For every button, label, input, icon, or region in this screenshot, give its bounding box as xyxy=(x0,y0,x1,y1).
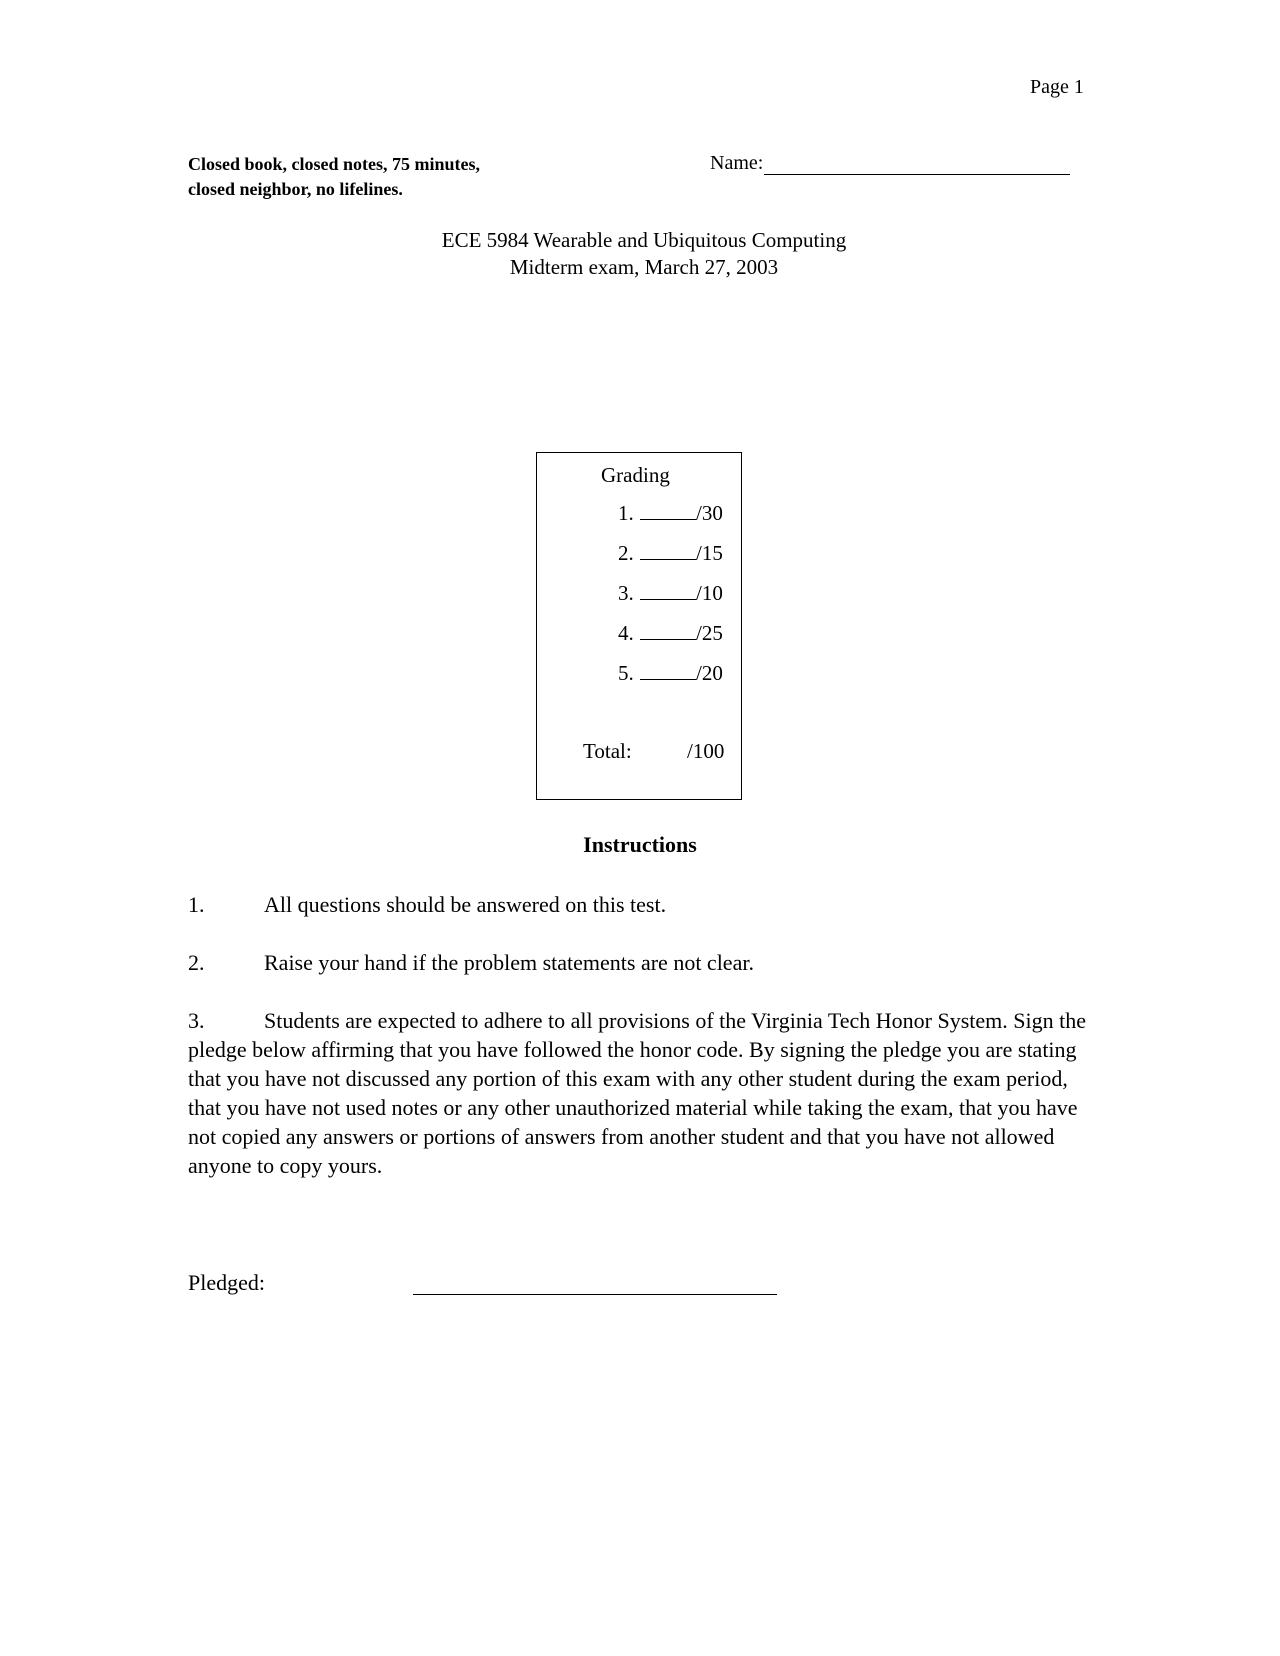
grade-row xyxy=(618,581,723,606)
grade-row xyxy=(618,661,723,686)
exam-rules-line-2: closed neighbor, no lifelines. xyxy=(188,179,403,199)
grading-box xyxy=(536,452,742,800)
exam-date: Midterm exam, March 27, 2003 xyxy=(509,255,779,279)
grade-row-max: /10 xyxy=(696,581,723,605)
page-number: Page 1 xyxy=(1030,76,1084,98)
instruction-item xyxy=(188,948,1088,977)
grade-row-number: 5. xyxy=(618,661,634,685)
exam-rules-line-1: Closed book, closed notes, 75 minutes, xyxy=(188,154,481,174)
grade-row xyxy=(618,501,723,526)
instruction-number: 2. xyxy=(188,950,205,975)
grade-blank xyxy=(640,661,696,680)
grade-blank xyxy=(640,541,696,560)
grade-row-max: /15 xyxy=(696,541,723,565)
exam-rules xyxy=(188,152,480,202)
grade-row xyxy=(618,541,723,566)
grade-row-max: /30 xyxy=(696,501,723,525)
total-label: Total: xyxy=(583,739,632,763)
pledge-label: Pledged: xyxy=(188,1270,265,1295)
grade-row-number: 1. xyxy=(618,501,634,525)
instructions-heading: Instructions xyxy=(583,832,697,857)
grading-title: Grading xyxy=(601,463,670,487)
name-blank-line[interactable] xyxy=(764,154,1070,175)
grade-blank xyxy=(640,581,696,600)
instruction-item xyxy=(188,1006,1088,1180)
name-field xyxy=(710,152,1070,175)
grade-row-number: 4. xyxy=(618,621,634,645)
pledge-signature-line[interactable] xyxy=(413,1294,777,1295)
grade-row-max: /25 xyxy=(696,621,723,645)
pledge-row xyxy=(188,1270,265,1296)
instruction-text: Raise your hand if the problem statements are not clear. xyxy=(264,950,754,975)
grade-row-max: /20 xyxy=(696,661,723,685)
grade-row-number: 2. xyxy=(618,541,634,565)
grade-blank xyxy=(640,621,696,640)
grade-row-number: 3. xyxy=(618,581,634,605)
instruction-number: 1. xyxy=(188,892,205,917)
instruction-number: 3. xyxy=(188,1008,205,1033)
grade-row xyxy=(618,621,723,646)
exam-title xyxy=(0,227,1280,281)
instruction-text: Students are expected to adhere to all provisions of the Virginia Tech Honor System. Sign the pledge below affirming that you have followed the honor code. By signing the pledge you are stating that you have not discussed any portion of this exam with any other student during the exam period, that you have not used notes or any other unauthorized material while taking the exam, that you have not copied any answers or portions of answers from another student and that you have not allowed anyone to copy yours. xyxy=(188,1008,1086,1178)
total-max: /100 xyxy=(687,739,725,763)
instruction-item xyxy=(188,890,1088,919)
course-name: ECE 5984 Wearable and Ubiquitous Computing xyxy=(441,228,847,252)
grade-total-row xyxy=(583,739,724,764)
name-label: Name: xyxy=(710,152,764,174)
grade-blank xyxy=(640,501,696,520)
instruction-text: All questions should be answered on this test. xyxy=(264,892,667,917)
